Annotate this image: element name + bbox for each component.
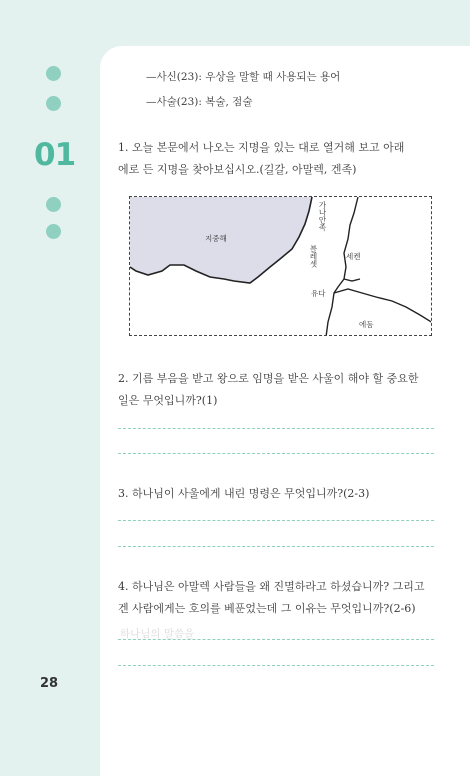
question-1 [118, 137, 448, 181]
question-4-line-1: 4. 하나님은 아말렉 사람들을 왜 진멸하라고 하셨습니까? 그리고 [118, 580, 425, 593]
map-drawing [130, 197, 432, 336]
question-2-line-2: 일은 무엇입니까?(1) [118, 394, 218, 407]
question-1-line-1: 1. 오늘 본문에서 나오는 지명을 있는 대로 열거해 보고 아래 [118, 141, 405, 154]
decor-dot-3 [46, 197, 61, 212]
answer-line-4b [118, 665, 434, 666]
glossary-note-2: —사술(23): 복술, 점술 [146, 96, 253, 108]
border-canaan [326, 197, 358, 336]
answer-line-2b [118, 453, 434, 454]
chapter-number: 01 [34, 137, 76, 173]
question-3 [118, 483, 448, 505]
map-label-sea: 지중해 [205, 234, 227, 243]
answer-line-4a [118, 639, 434, 640]
question-4 [118, 576, 448, 620]
faded-bleed-text: 하나님의 말씀을 [120, 628, 195, 640]
map-label-edom: 에돔 [359, 320, 374, 329]
region-map [129, 196, 432, 336]
answer-line-3b [118, 546, 434, 547]
map-label-shechem: 세켄 [346, 252, 361, 261]
glossary-note-1: —사신(23): 우상을 말할 때 사용되는 용어 [146, 71, 341, 83]
decor-dot-2 [46, 96, 61, 111]
question-3-line-1: 3. 하나님이 사울에게 내린 명령은 무엇입니까?(2-3) [118, 487, 370, 500]
question-1-line-2: 에로 든 지명을 찾아보십시오.(길갈, 아말렉, 겐족) [118, 163, 357, 176]
question-4-line-2: 겐 사람에게는 호의를 베푼었는데 그 이유는 무엇입니까?(2-6) [118, 602, 416, 615]
page-number: 28 [40, 676, 59, 691]
map-label-judah: 유다 [311, 289, 326, 298]
decor-dot-1 [46, 66, 61, 81]
answer-line-2a [118, 428, 434, 429]
question-2-line-1: 2. 기름 부음을 받고 왕으로 임명을 받은 사울이 해야 할 중요한 [118, 372, 419, 385]
question-2 [118, 368, 448, 412]
border-south [334, 289, 432, 323]
border-edom [344, 279, 360, 281]
answer-line-3a [118, 520, 434, 521]
map-label-philistia: 블레셋 [309, 245, 318, 268]
decor-dot-4 [46, 224, 61, 239]
map-label-canaan: 가나안족 [318, 201, 327, 231]
